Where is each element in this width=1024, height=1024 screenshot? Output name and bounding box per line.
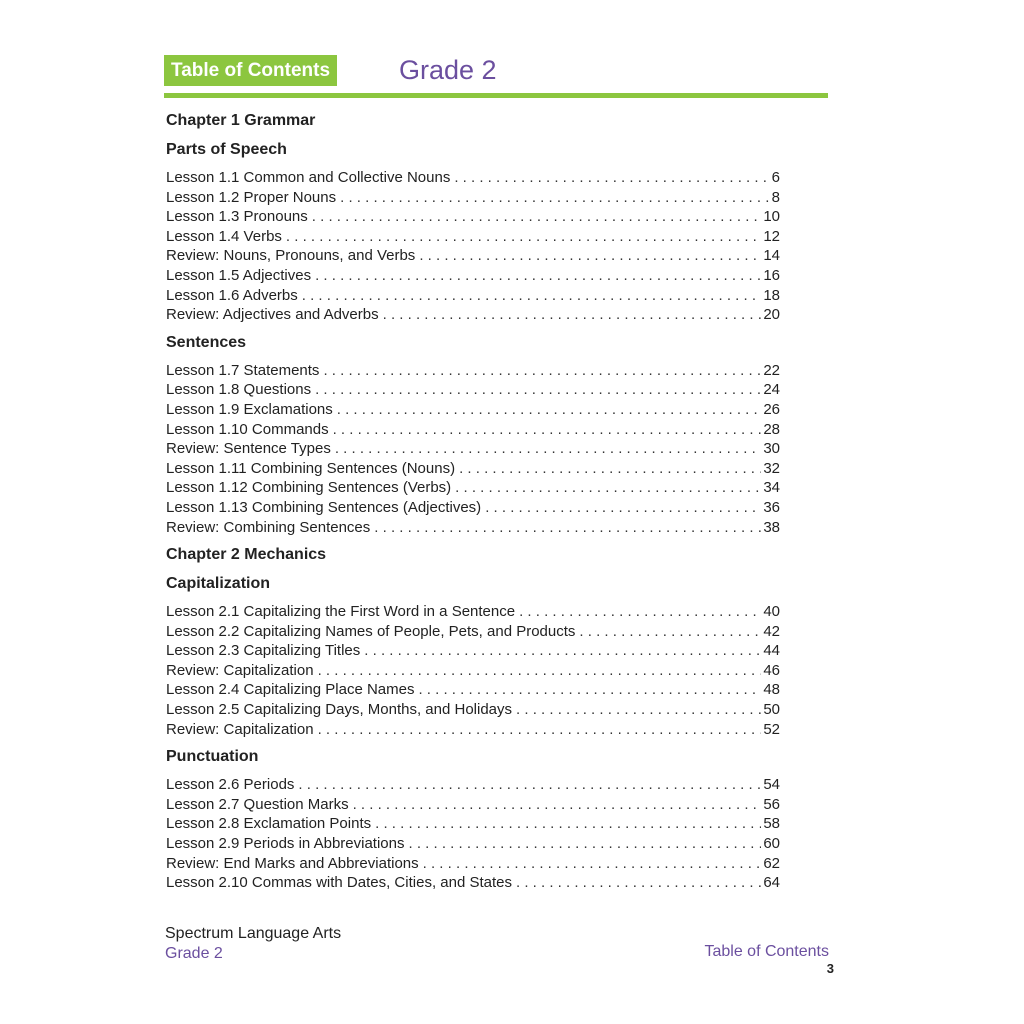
- toc-entry-title: Lesson 1.2 Proper Nouns: [166, 188, 337, 206]
- footer-grade: Grade 2: [165, 945, 223, 962]
- dot-leader: [519, 602, 761, 622]
- toc-entry-page: 36: [763, 498, 780, 516]
- toc-entry: [166, 286, 780, 306]
- toc-entry: [166, 775, 780, 795]
- toc-entry-page: 26: [763, 400, 780, 418]
- toc-entry: [166, 680, 780, 700]
- toc-entry-title: Lesson 1.13 Combining Sentences (Adjectives): [166, 498, 482, 516]
- toc-entry: [166, 854, 780, 874]
- dot-leader: [315, 266, 761, 286]
- toc-entry-title: Lesson 2.10 Commas with Dates, Cities, and States: [166, 874, 512, 892]
- toc-entry: [166, 420, 780, 440]
- dot-leader: [340, 188, 770, 208]
- toc-entry: [166, 400, 780, 420]
- dot-leader: [455, 478, 761, 498]
- toc-entry: [166, 188, 780, 208]
- table-of-contents: [166, 109, 780, 899]
- dot-leader: [516, 700, 761, 720]
- toc-entry-page: 42: [763, 622, 780, 640]
- toc-entry: [166, 700, 780, 720]
- toc-entry-title: Lesson 1.11 Combining Sentences (Nouns): [166, 459, 456, 477]
- toc-entry: [166, 720, 780, 740]
- toc-entry-title: Lesson 1.10 Commands: [166, 420, 329, 438]
- toc-entry-title: Lesson 2.4 Capitalizing Place Names: [166, 681, 415, 699]
- toc-entry-page: 46: [763, 661, 780, 679]
- toc-entry-title: Review: Adjectives and Adverbs: [166, 306, 379, 324]
- section-heading: Capitalization: [166, 575, 271, 593]
- toc-entry-page: 34: [763, 479, 780, 497]
- dot-leader: [312, 207, 762, 227]
- toc-entry: [166, 246, 780, 266]
- dot-leader: [408, 834, 761, 854]
- toc-entry-page: 40: [763, 603, 780, 621]
- toc-entry-page: 30: [763, 440, 780, 458]
- toc-entry-title: Lesson 1.7 Statements: [166, 361, 320, 379]
- toc-entry-page: 22: [763, 361, 780, 379]
- dot-leader: [337, 400, 762, 420]
- toc-entry: [166, 795, 780, 815]
- toc-entry: [166, 873, 780, 893]
- toc-entry-title: Lesson 1.12 Combining Sentences (Verbs): [166, 479, 452, 497]
- section-heading: Punctuation: [166, 748, 259, 766]
- toc-entry-page: 48: [763, 681, 780, 699]
- toc-entry-title: Lesson 1.4 Verbs: [166, 227, 282, 245]
- toc-entry: [166, 168, 780, 188]
- toc-entry: [166, 227, 780, 247]
- toc-entry: [166, 602, 780, 622]
- toc-entry-page: 32: [763, 459, 780, 477]
- toc-entry: [166, 207, 780, 227]
- footer-book-title: Spectrum Language Arts: [165, 925, 342, 942]
- dot-leader: [298, 775, 761, 795]
- toc-entry: [166, 622, 780, 642]
- toc-entry-page: 24: [763, 381, 780, 399]
- chapter-heading: Chapter 1 Grammar: [166, 112, 316, 129]
- toc-entry-page: 60: [763, 835, 780, 853]
- toc-entry: [166, 661, 780, 681]
- toc-entry-page: 18: [763, 286, 780, 304]
- dot-leader: [579, 622, 761, 642]
- toc-entry-page: 28: [763, 420, 780, 438]
- toc-entry-title: Lesson 1.8 Questions: [166, 381, 312, 399]
- toc-entry-title: Lesson 2.8 Exclamation Points: [166, 815, 372, 833]
- dot-leader: [315, 380, 761, 400]
- dot-leader: [302, 286, 762, 306]
- toc-entry-title: Lesson 1.3 Pronouns: [166, 208, 308, 226]
- toc-entry-title: Review: Nouns, Pronouns, and Verbs: [166, 247, 416, 265]
- toc-entry-title: Lesson 2.1 Capitalizing the First Word in a Sentence: [166, 603, 516, 621]
- dot-leader: [383, 305, 762, 325]
- toc-entry: [166, 439, 780, 459]
- toc-entry: [166, 361, 780, 381]
- section-heading: Sentences: [166, 333, 247, 351]
- toc-entry: [166, 641, 780, 661]
- dot-leader: [323, 361, 761, 381]
- toc-entry: [166, 518, 780, 538]
- footer-section-title: Table of Contents: [704, 943, 829, 960]
- toc-entry: [166, 834, 780, 854]
- toc-entry-page: 50: [763, 701, 780, 719]
- toc-entry-page: 8: [771, 188, 780, 206]
- toc-entry-page: 62: [763, 854, 780, 872]
- toc-entry: [166, 305, 780, 325]
- toc-entry-page: 20: [763, 306, 780, 324]
- toc-entry-page: 14: [763, 247, 780, 265]
- toc-entry-page: 16: [763, 266, 780, 284]
- toc-entry-title: Review: Capitalization: [166, 720, 314, 738]
- dot-leader: [454, 168, 769, 188]
- dot-leader: [286, 227, 761, 247]
- toc-entry-title: Review: End Marks and Abbreviations: [166, 854, 419, 872]
- toc-entry: [166, 380, 780, 400]
- toc-entry-page: 44: [763, 642, 780, 660]
- toc-entry-title: Lesson 2.5 Capitalizing Days, Months, and Holidays: [166, 701, 513, 719]
- toc-entry: [166, 266, 780, 286]
- header-divider: [164, 93, 828, 98]
- dot-leader: [375, 814, 761, 834]
- dot-leader: [318, 720, 762, 740]
- dot-leader: [516, 873, 761, 893]
- page-number: 3: [826, 961, 834, 976]
- toc-entry: [166, 459, 780, 479]
- dot-leader: [318, 661, 762, 681]
- toc-entry-title: Lesson 1.9 Exclamations: [166, 400, 333, 418]
- toc-entry-page: 52: [763, 720, 780, 738]
- dot-leader: [485, 498, 761, 518]
- toc-entry-page: 6: [771, 169, 780, 186]
- toc-entry-title: Lesson 2.7 Question Marks: [166, 795, 349, 813]
- dot-leader: [364, 641, 761, 661]
- toc-entry-title: Lesson 2.3 Capitalizing Titles: [166, 642, 361, 660]
- section-heading: Parts of Speech: [166, 141, 287, 158]
- toc-entry-page: 12: [763, 227, 780, 245]
- grade-title: Grade 2: [399, 55, 497, 85]
- dot-leader: [353, 795, 762, 815]
- dot-leader: [459, 459, 761, 479]
- toc-entry-list: [166, 361, 780, 537]
- toc-entry-title: Lesson 1.5 Adjectives: [166, 266, 312, 284]
- toc-entry: [166, 478, 780, 498]
- toc-entry-list: [166, 602, 780, 739]
- dot-leader: [423, 854, 762, 874]
- toc-entry-page: 58: [763, 815, 780, 833]
- toc-entry-page: 56: [763, 795, 780, 813]
- dot-leader: [418, 680, 761, 700]
- dot-leader: [374, 518, 761, 538]
- toc-entry-title: Lesson 2.9 Periods in Abbreviations: [166, 835, 405, 853]
- chapter-heading: Chapter 2 Mechanics: [166, 546, 327, 564]
- toc-badge: Table of Contents: [164, 55, 337, 86]
- toc-entry-title: Review: Capitalization: [166, 661, 314, 679]
- toc-entry-page: 54: [763, 776, 780, 794]
- toc-entry-title: Lesson 1.1 Common and Collective Nouns: [166, 169, 451, 186]
- toc-entry-title: Lesson 1.6 Adverbs: [166, 286, 298, 304]
- toc-entry: [166, 814, 780, 834]
- toc-entry-title: Lesson 2.2 Capitalizing Names of People, Pets, and Products: [166, 622, 576, 640]
- dot-leader: [335, 439, 761, 459]
- toc-entry-page: 10: [763, 208, 780, 226]
- toc-entry-title: Lesson 2.6 Periods: [166, 776, 295, 794]
- toc-entry-title: Review: Combining Sentences: [166, 518, 371, 536]
- toc-entry-page: 64: [763, 874, 780, 892]
- dot-leader: [419, 246, 761, 266]
- toc-entry-list: [166, 775, 780, 893]
- toc-entry: [166, 498, 780, 518]
- toc-entry-title: Review: Sentence Types: [166, 440, 331, 458]
- footer-left: [165, 924, 341, 964]
- page-header: [164, 54, 828, 98]
- dot-leader: [333, 420, 762, 440]
- toc-entry-page: 38: [763, 518, 780, 536]
- toc-entry-list: [166, 168, 780, 325]
